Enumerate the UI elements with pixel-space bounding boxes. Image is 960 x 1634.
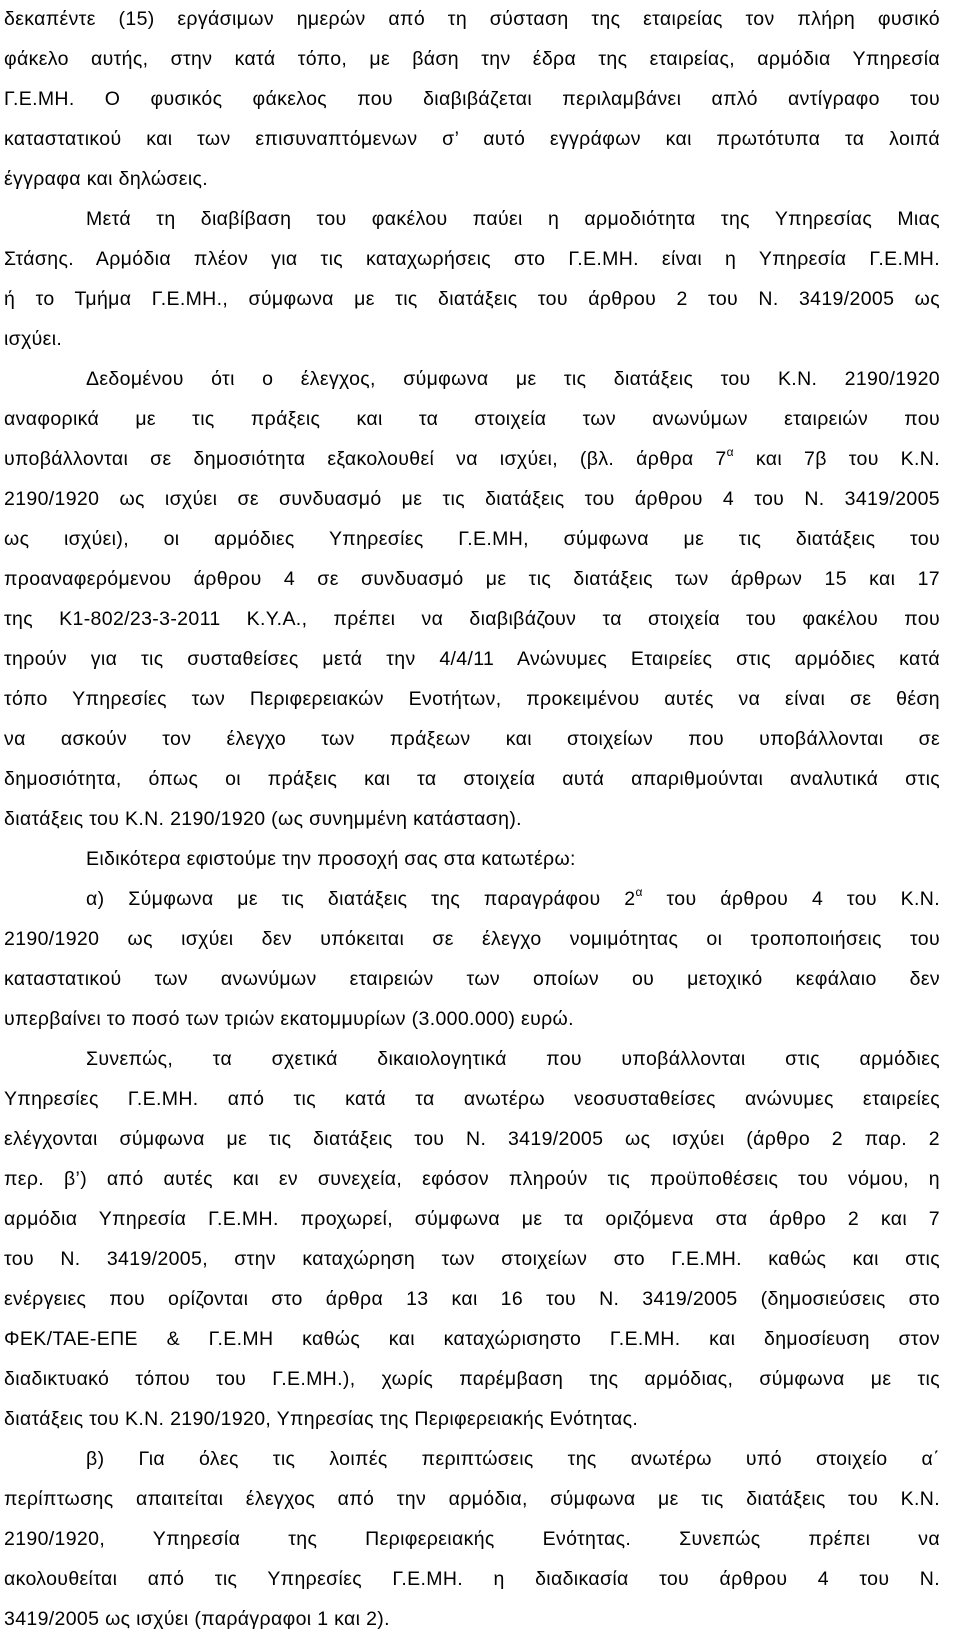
text-line: ως ισχύει), οι αρμόδιες Υπηρεσίες Γ.Ε.ΜΗ, σύμφωνα με τις διατάξεις του [4,528,940,550]
text-line: δημοσιότητα, όπως οι πράξεις και τα στοιχεία αυτά απαριθμούνται αναλυτικά στις [4,768,940,790]
text-line: Μετά τη διαβίβαση του φακέλου παύει η αρμοδιότητα της Υπηρεσίας Μιας [86,208,940,230]
text-line: αρμόδια Υπηρεσία Γ.Ε.ΜΗ. προχωρεί, σύμφωνα με τα οριζόμενα στα άρθρο 2 και 7 [4,1208,940,1230]
text-line: καταστατικού και των επισυναπτόμενων σ’ αυτό εγγράφων και πρωτότυπα τα λοιπά [4,128,940,150]
text-line [4,444,940,474]
text-segment: υποβάλλονται σε δημοσιότητα εξακολουθεί να ισχύει, (βλ. άρθρα 7 [4,448,727,470]
text-line: να ασκούν τον έλεγχο των πράξεων και στοιχείων που υποβάλλονται σε [4,728,940,750]
text-line: β) Για όλες τις λοιπές περιπτώσεις της ανωτέρω υπό στοιχείο α΄ [86,1448,940,1470]
text-line: Γ.Ε.ΜΗ. Ο φυσικός φάκελος που διαβιβάζεται περιλαμβάνει απλό αντίγραφο του [4,88,940,110]
text-line: περίπτωσης απαιτείται έλεγχος από την αρμόδια, σύμφωνα με τις διατάξεις του Κ.Ν. [4,1488,940,1510]
text-line: τηρούν για τις συσταθείσες μετά την 4/4/11 Ανώνυμες Εταιρείες στις αρμόδιες κατά [4,648,940,670]
text-line: 2190/1920, Υπηρεσία της Περιφερειακής Ενότητας. Συνεπώς πρέπει να [4,1528,940,1550]
text-line: ενέργειες που ορίζονται στο άρθρα 13 και 16 του Ν. 3419/2005 (δημοσιεύσεις στο [4,1288,940,1310]
text-line: 2190/1920 ως ισχύει σε συνδυασμό με τις διατάξεις του άρθρου 4 του Ν. 3419/2005 [4,488,940,510]
text-line: ακολουθείται από τις Υπηρεσίες Γ.Ε.ΜΗ. η διαδικασία του άρθρου 4 του Ν. [4,1568,940,1590]
text-line: Υπηρεσίες Γ.Ε.ΜΗ. από τις κατά τα ανωτέρω νεοσυσταθείσες ανώνυμες εταιρείες [4,1088,940,1110]
text-line [86,884,940,914]
text-line: ΦΕΚ/ΤΑΕ-ΕΠΕ & Γ.Ε.ΜΗ καθώς και καταχώρισηστο Γ.Ε.ΜΗ. και δημοσίευση στον [4,1328,940,1350]
text-line: Στάσης. Αρμόδια πλέον για τις καταχωρήσεις στο Γ.Ε.ΜΗ. είναι η Υπηρεσία Γ.Ε.ΜΗ. [4,248,940,270]
text-line: Δεδομένου ότι ο έλεγχος, σύμφωνα με τις διατάξεις του Κ.Ν. 2190/1920 [86,368,940,390]
text-line: ελέγχονται σύμφωνα με τις διατάξεις του Ν. 3419/2005 ως ισχύει (άρθρο 2 παρ. 2 [4,1128,940,1150]
text-line: καταστατικού των ανωνύμων εταιρειών των οποίων ου μετοχικό κεφάλαιο δεν [4,968,940,990]
text-line: περ. β’) από αυτές και εν συνεχεία, εφόσον πληρούν τις προϋποθέσεις του νόμου, η [4,1168,940,1190]
text-segment: και 7β του Κ.Ν. [733,448,941,470]
text-line: της Κ1-802/23-3-2011 Κ.Υ.Α., πρέπει να διαβιβάζουν τα στοιχεία του φακέλου που [4,608,940,630]
text-segment: α) Σύμφωνα με τις διατάξεις της παραγράφου 2 [86,888,636,910]
text-line: ή το Τμήμα Γ.Ε.ΜΗ., σύμφωνα με τις διατάξεις του άρθρου 2 του Ν. 3419/2005 ως [4,288,940,310]
text-line: δεκαπέντε (15) εργάσιμων ημερών από τη σύσταση της εταιρείας τον πλήρη φυσικό [4,8,940,30]
text-line: φάκελο αυτής, στην κατά τόπο, με βάση την έδρα της εταιρείας, αρμόδια Υπηρεσία [4,48,940,70]
text-line: Συνεπώς, τα σχετικά δικαιολογητικά που υποβάλλονται στις αρμόδιες [86,1048,940,1070]
text-line: προαναφερόμενου άρθρου 4 σε συνδυασμό με τις διατάξεις των άρθρων 15 και 17 [4,568,940,590]
superscript: α [635,885,643,899]
text-line: έγγραφα και δηλώσεις. [4,168,209,190]
text-line: υπερβαίνει το ποσό των τριών εκατομμυρίων (3.000.000) ευρώ. [4,1008,574,1030]
text-line: ισχύει. [4,328,63,350]
text-line: 3419/2005 ως ισχύει (παράγραφοι 1 και 2). [4,1608,390,1630]
text-line: διατάξεις του Κ.Ν. 2190/1920, Υπηρεσίας της Περιφερειακής Ενότητας. [4,1408,639,1430]
text-line: του Ν. 3419/2005, στην καταχώρηση των στοιχείων στο Γ.Ε.ΜΗ. καθώς και στις [4,1248,940,1270]
text-line: διατάξεις του Κ.Ν. 2190/1920 (ως συνημμένη κατάσταση). [4,808,522,830]
superscript: α [726,445,734,459]
text-line: αναφορικά με τις πράξεις και τα στοιχεία των ανωνύμων εταιρειών που [4,408,940,430]
text-line: 2190/1920 ως ισχύει δεν υπόκειται σε έλεγχο νομιμότητας οι τροποποιήσεις του [4,928,940,950]
text-line: διαδικτυακό τόπου του Γ.Ε.ΜΗ.), χωρίς παρέμβαση της αρμόδιας, σύμφωνα με τις [4,1368,940,1390]
text-segment: του άρθρου 4 του Κ.Ν. [642,888,940,910]
text-line: τόπο Υπηρεσίες των Περιφερειακών Ενοτήτων, προκειμένου αυτές να είναι σε θέση [4,688,940,710]
text-line: Ειδικότερα εφιστούμε την προσοχή σας στα κατωτέρω: [86,848,576,870]
